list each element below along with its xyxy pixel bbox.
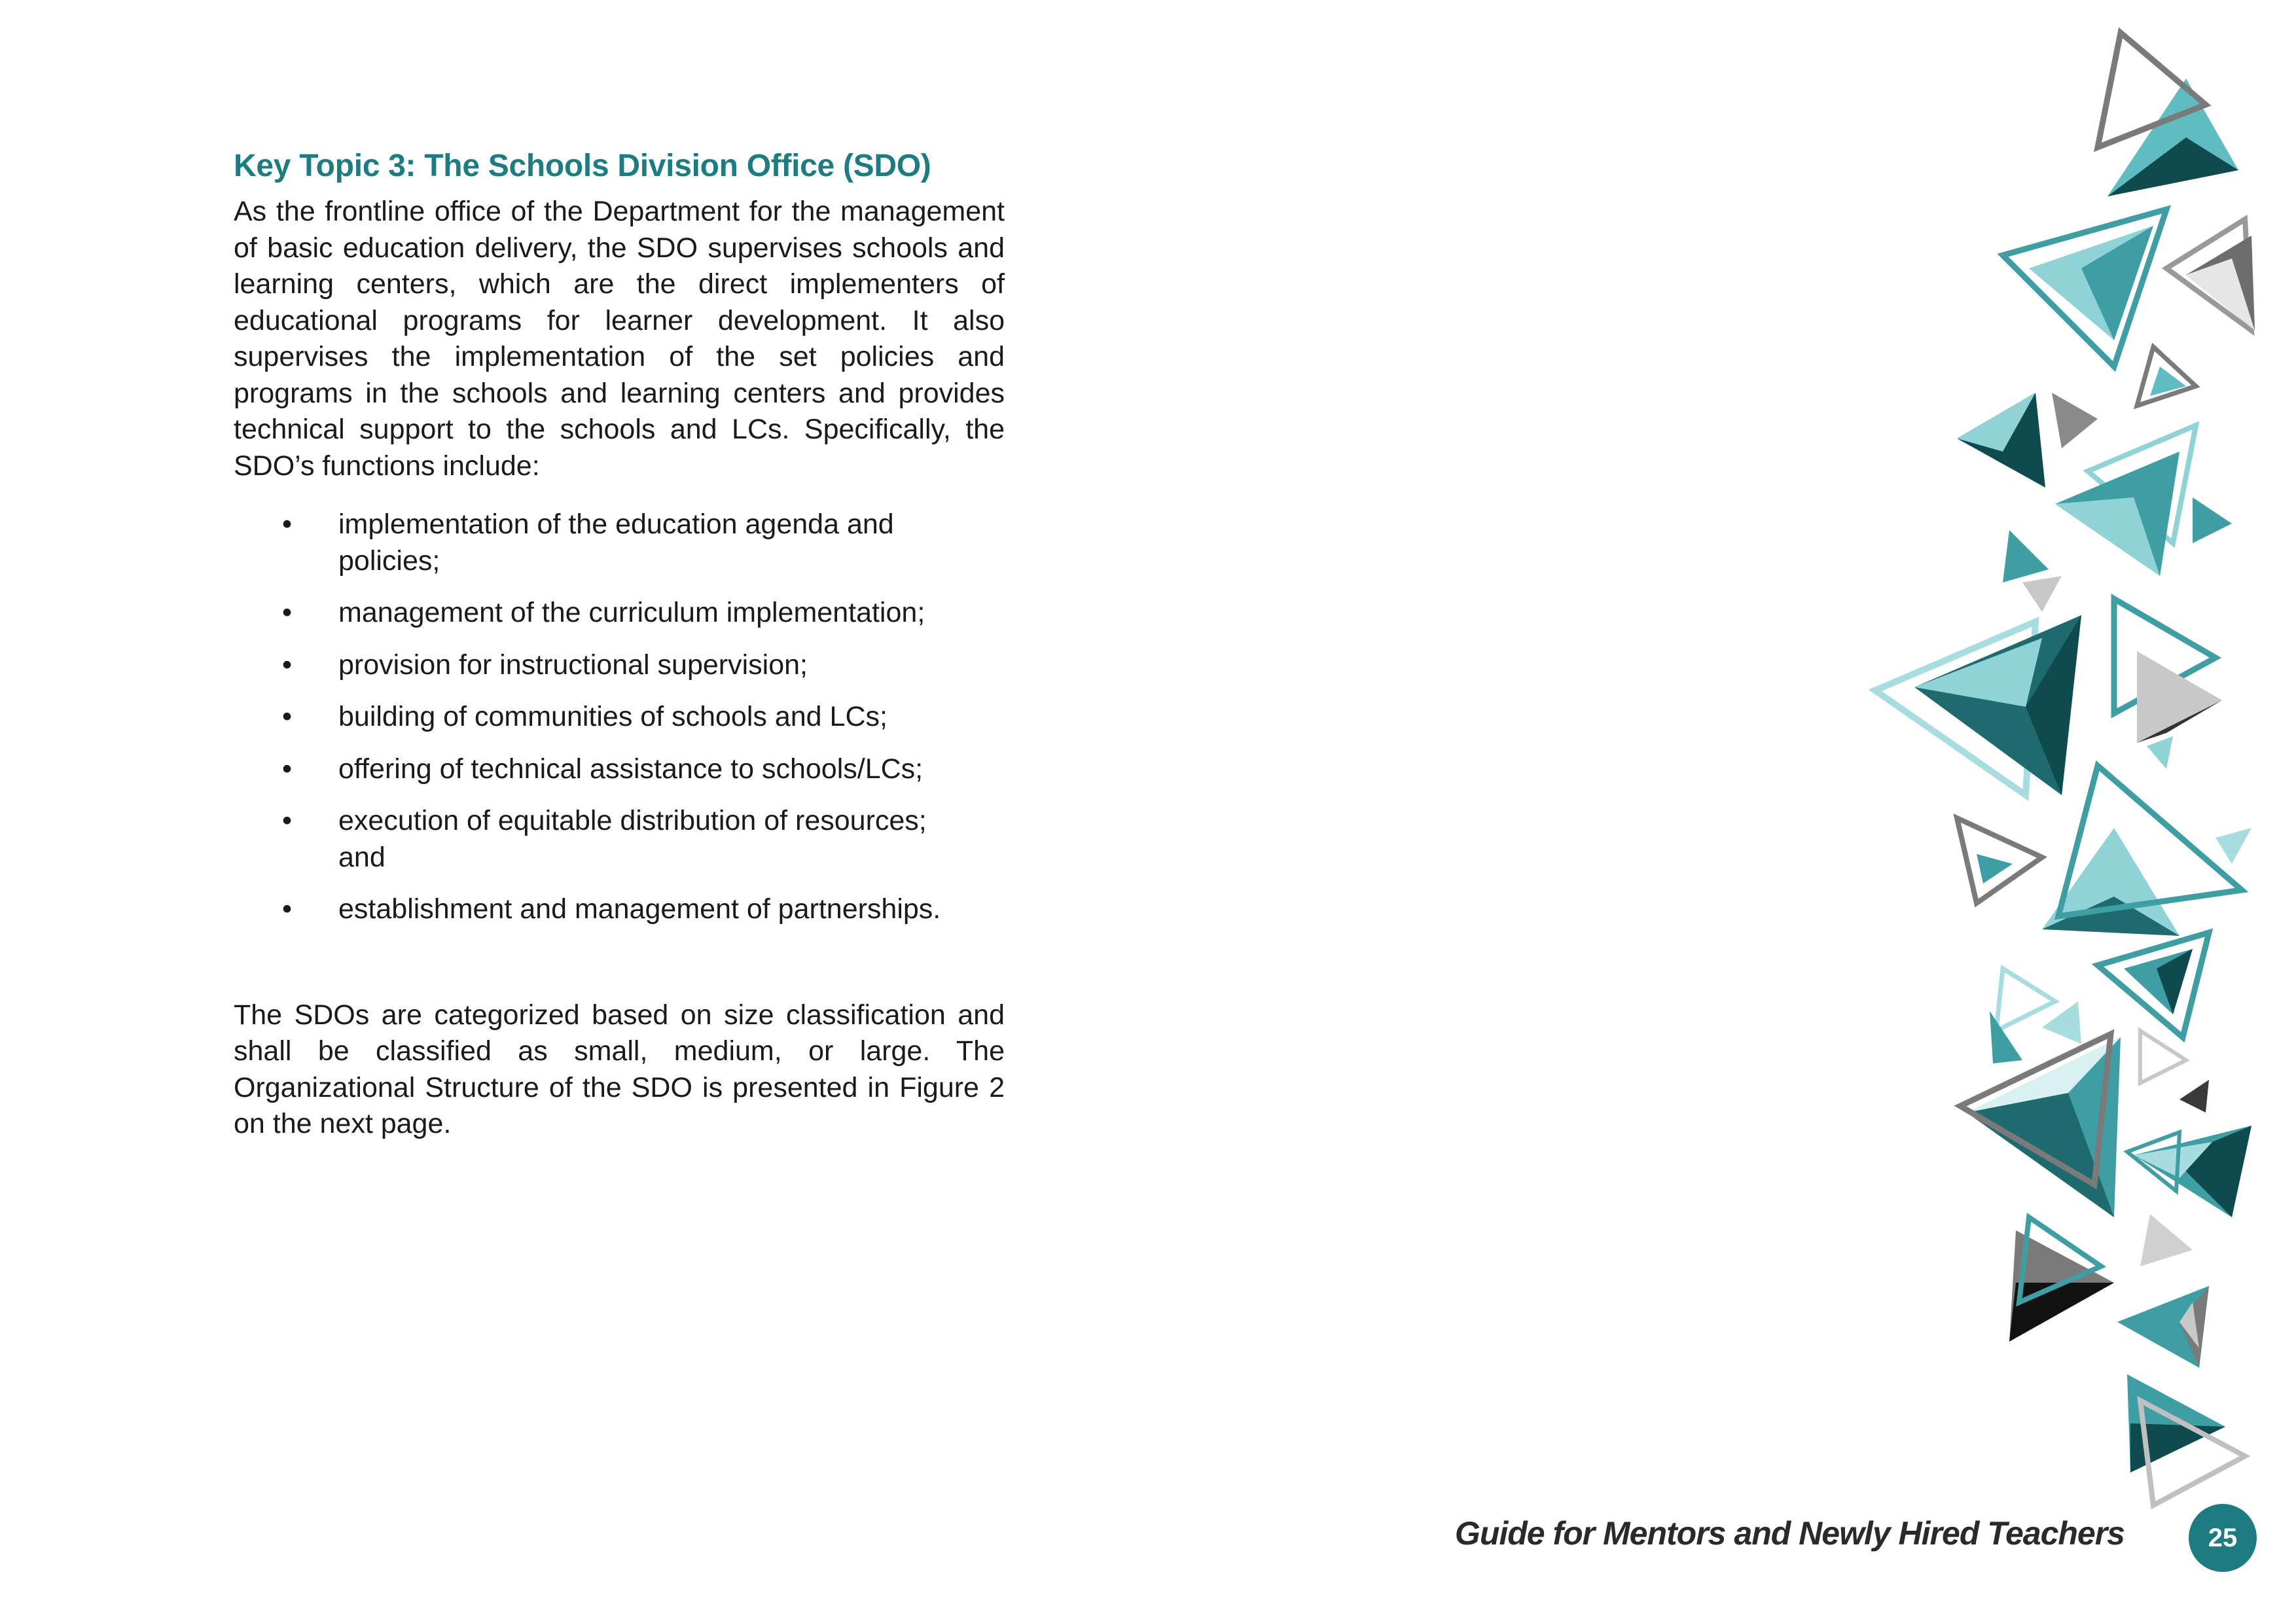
- triangle-shape: [2137, 651, 2222, 743]
- triangle-shape: [2140, 1031, 2186, 1083]
- list-item: [234, 507, 1005, 579]
- list-item-text: building of communities of schools and LCs;: [338, 701, 888, 732]
- triangle-shape: [2215, 828, 2251, 864]
- list-item: [234, 803, 1005, 876]
- list-item-text: establishment and management of partnerships.: [338, 893, 941, 925]
- triangle-shape: [1996, 969, 2055, 1031]
- bullet-icon: •: [282, 649, 293, 681]
- list-item: [234, 647, 1005, 684]
- bullet-icon: •: [282, 701, 293, 732]
- closing-paragraph: The SDOs are categorized based on size classification and shall be classified as small, medium, or large. The Organizational Structure of the SDO is presented in Figure 2 on the next page.: [234, 999, 1005, 1139]
- list-item: [234, 595, 1005, 632]
- section-title: Key Topic 3: The Schools Division Office (SDO): [234, 149, 931, 183]
- triangle-shape: [2052, 393, 2098, 448]
- triangle-shape: [2003, 530, 2049, 582]
- main-content: [234, 139, 1005, 1143]
- triangle-shape: [2042, 1001, 2081, 1044]
- intro-paragraph: As the frontline office of the Department for the management of basic education delivery, the SDO supervises schools and learning centers, which are the direct implementers of educational programs for learner development. It also supervises the implementation of the set policies and programs in the schools and learning centers and provides technical support to the schools and LCs. Specifically, the SDO’s functions include:: [234, 196, 1005, 482]
- list-item-text: execution of equitable distribution of resources; and: [338, 805, 927, 873]
- list-item: [234, 751, 1005, 788]
- triangle-shape: [2009, 1283, 2114, 1342]
- bullet-icon: •: [282, 805, 293, 836]
- triangle-shape: [2193, 497, 2232, 543]
- triangle-shape: [2022, 576, 2062, 612]
- triangle-decoration: [1833, 0, 2296, 1623]
- list-item-text: provision for instructional supervision;: [338, 649, 808, 681]
- bullet-icon: •: [282, 597, 293, 628]
- bullet-icon: •: [282, 893, 293, 925]
- triangle-shape: [2147, 736, 2173, 769]
- book-title: Guide for Mentors and Newly Hired Teachers: [1454, 1515, 2125, 1552]
- bullet-icon: •: [282, 753, 293, 785]
- list-item-text: offering of technical assistance to schools/LCs;: [338, 753, 924, 785]
- functions-list: [234, 507, 1005, 928]
- triangle-shape: [2179, 1080, 2209, 1113]
- list-item: [234, 891, 1005, 928]
- page-number-badge: 25: [2189, 1504, 2257, 1572]
- triangle-shape: [2140, 1214, 2193, 1266]
- list-item-text: implementation of the education agenda and policies;: [338, 508, 894, 577]
- bullet-icon: •: [282, 508, 293, 540]
- list-item: [234, 699, 1005, 736]
- list-item-text: management of the curriculum implementation;: [338, 597, 925, 628]
